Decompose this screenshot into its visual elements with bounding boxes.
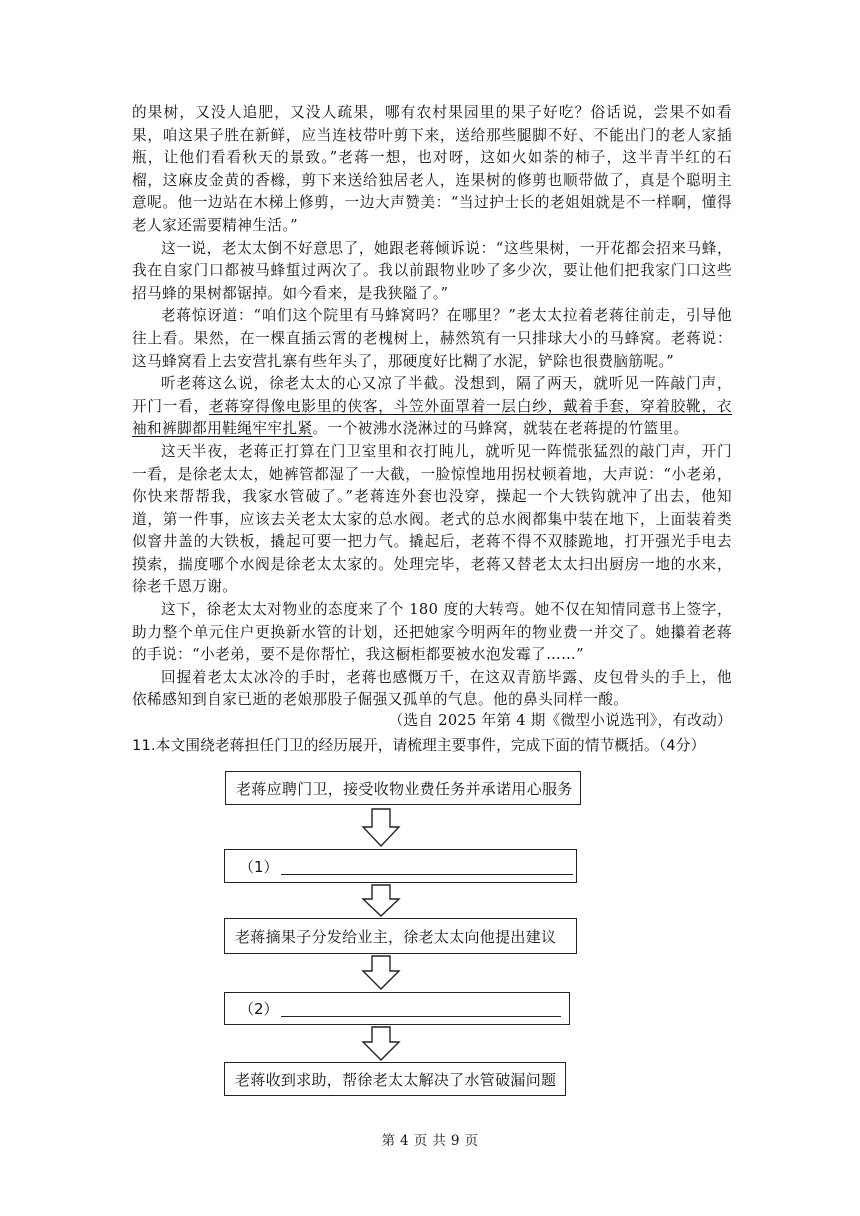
flow-box-1 <box>225 771 581 805</box>
down-arrow-icon <box>361 884 401 918</box>
paragraph-2: 这一说，老太太倒不好意思了，她跟老蒋倾诉说：“这些果树，一开花都会招来马蜂，我在自家门口都被马蜂蜇过两次了。我以前跟物业吵了多少次，要让他们把我家门口这些招马蜂的果树都锯掉。如今看来，是我狭隘了。” <box>132 239 732 302</box>
flow-box-1-text: 老蒋应聘门卫，接受收物业费任务并承诺用心服务 <box>236 779 573 798</box>
paragraph-6: 这下，徐老太太对物业的态度来了个 180 度的大转弯。她不仅在知情同意书上签字，助力整个单元住户更换新水管的计划，还把她家今明两年的物业费一并交了。她攥着老蒋的手说：“小老弟，要不是你帮忙，我这橱柜都要被水泡发霉了……” <box>132 601 732 664</box>
answer-line-1[interactable] <box>281 858 573 875</box>
story-passage <box>132 102 732 712</box>
paragraph-1: 的果树，又没人追肥，又没人疏果，哪有农村果园里的果子好吃？俗话说，尝果不如看果，咱这果子胜在新鲜，应当连枝带叶剪下来，送给那些腿脚不好、不能出门的老人家插瓶，让他们看看秋天的景致。”老蒋一想，也对呀，这如火如荼的柿子，这半青半红的石榴，这麻皮金黄的香橼，剪下来送给独居老人，连果树的修剪也顺带做了，真是个聪明主意呢。他一边站在木梯上修剪，一边大声赞美：“当过护士长的老姐姐就是不一样啊，懂得老人家还需要精神生活。” <box>132 104 732 234</box>
down-arrow-icon <box>361 1026 401 1062</box>
flow-box-3-text: 老蒋摘果子分发给业主，徐老太太向他提出建议 <box>235 927 557 946</box>
paragraph-5: 这天半夜，老蒋正打算在门卫室里和衣打盹儿，就听见一阵慌张猛烈的敲门声，开门一看，是徐老太太，她裤管都湿了一大截，一脸惊惶地用拐杖顿着地，大声说：“小老弟，你快来帮帮我，我家水管破了。”老蒋连外套也没穿，操起一个大铁钩就冲了出去，他知道，第一件事，应该去关老太太家的总水阀。老式的总水阀都集中装在地下，上面装着类似窨井盖的大铁板，撬起可要一把力气。撬起后，老蒋不得不双膝跪地，打开强光手电去摸索，揣度哪个水阀是徐老太太家的。处理完毕，老蒋又替老太太扫出厨房一地的水来，徐老千恩万谢。 <box>132 442 732 596</box>
flow-blank-1[interactable] <box>224 849 577 883</box>
answer-line-2[interactable] <box>281 1000 561 1017</box>
flow-blank-2[interactable] <box>224 992 570 1025</box>
paragraph-7: 回握着老太太冰冷的手时，老蒋也感慨万千，在这双青筋毕露、皮包骨头的手上，他依稀感知到自家已逝的老娘那股子倔强又孤单的气息。他的鼻头同样一酸。 <box>132 668 732 709</box>
down-arrow-icon <box>361 808 401 848</box>
flow-box-5-text: 老蒋收到求助，帮徐老太太解决了水管破漏问题 <box>235 1070 557 1089</box>
paragraph-4-text-after: 。一个被沸水浇淋过的马蜂窝，就装在老蒋提的竹篮里。 <box>312 420 689 438</box>
question-11: 11.本文围绕老蒋担任门卫的经历展开，请梳理主要事件，完成下面的情节概括。（4分） <box>132 737 706 754</box>
flow-box-3 <box>224 918 577 954</box>
blank-1-label: （1） <box>239 857 279 876</box>
flow-box-5 <box>224 1062 566 1096</box>
source-citation: （选自 2025 年第 4 期《微型小说选刊》，有改动） <box>388 712 732 729</box>
underlined-sentence: 老蒋穿得像电影里的侠客，斗笠外面罩着一层白纱，戴着手套，穿着胶靴，衣袖和裤脚都用鞋绳牢牢扎紧 <box>132 397 732 438</box>
paragraph-4 <box>132 373 732 441</box>
down-arrow-icon <box>361 955 401 991</box>
paragraph-3: 老蒋惊讶道：“咱们这个院里有马蜂窝吗？在哪里？”老太太拉着老蒋往前走，引导他往上看。果然，在一棵直插云霄的老槐树上，赫然筑有一只排球大小的马蜂窝。老蒋说：这马蜂窝看上去安营扎寨有些年头了，那硬度好比糊了水泥，铲除也很费脑筋呢。” <box>132 307 732 370</box>
blank-2-label: （2） <box>239 1000 279 1018</box>
page-number: 第 4 页 共 9 页 <box>381 1133 479 1149</box>
paragraph-4-text-before: 听老蒋这么说，徐老太太的心又凉了半截。没想到，隔了两天，就听见一阵敲门声，开门一看， <box>132 375 732 415</box>
